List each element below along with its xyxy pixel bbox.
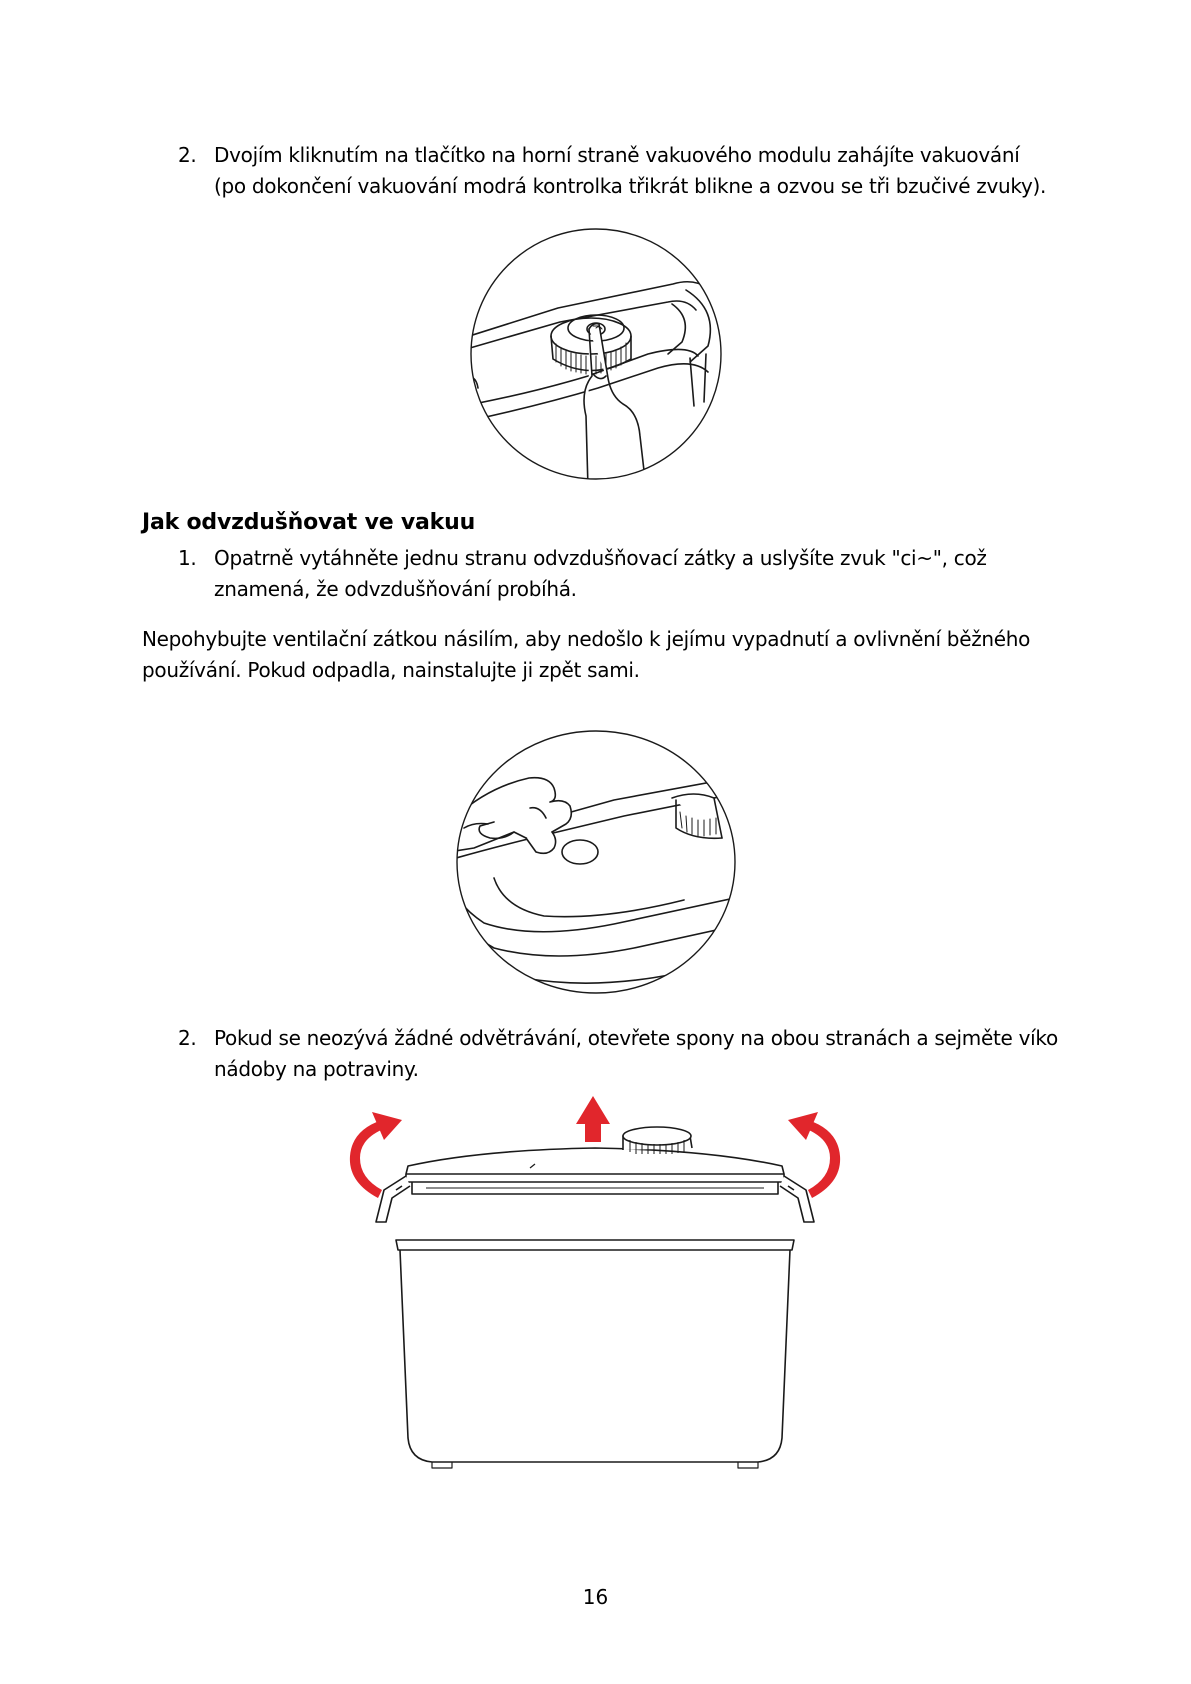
text-line: Pokud se neozývá žádné odvětrávání, otevřete spony na obou stranách a sejměte víko	[214, 1026, 1058, 1050]
list-number: 2.	[178, 1026, 197, 1050]
text-line: používání. Pokud odpadla, nainstalujte ji zpět sami.	[142, 658, 640, 682]
list-text	[214, 543, 987, 605]
list-number: 2.	[178, 143, 197, 167]
text-line: nádoby na potraviny.	[214, 1057, 419, 1081]
text-line: znamená, že odvzdušňování probíhá.	[214, 577, 577, 601]
illustration-pull-vent-plug	[454, 728, 738, 996]
text-line: Opatrně vytáhněte jednu stranu odvzdušňovací zátky a uslyšíte zvuk "ci~", což	[214, 546, 987, 570]
note-paragraph	[142, 624, 1030, 686]
list-number: 1.	[178, 546, 197, 570]
page-number: 16	[582, 1585, 609, 1609]
illustration-press-button	[468, 226, 724, 482]
text-line: (po dokončení vakuování modrá kontrolka třikrát blikne a ozvou se tři bzučivé zvuky).	[214, 174, 1047, 198]
list-text	[214, 1023, 1058, 1085]
text-line: Nepohybujte ventilační zátkou násilím, aby nedošlo k jejímu vypadnutí a ovlivnění běžného	[142, 627, 1031, 651]
text-line: Dvojím kliknutím na tlačítko na horní straně vakuového modulu zahájíte vakuování	[214, 143, 1020, 167]
lift-arrow-up-icon	[576, 1096, 610, 1142]
illustration-container-lid	[340, 1090, 850, 1480]
list-text	[214, 140, 1046, 202]
section-heading: Jak odvzdušňovat ve vakuu	[142, 510, 476, 535]
